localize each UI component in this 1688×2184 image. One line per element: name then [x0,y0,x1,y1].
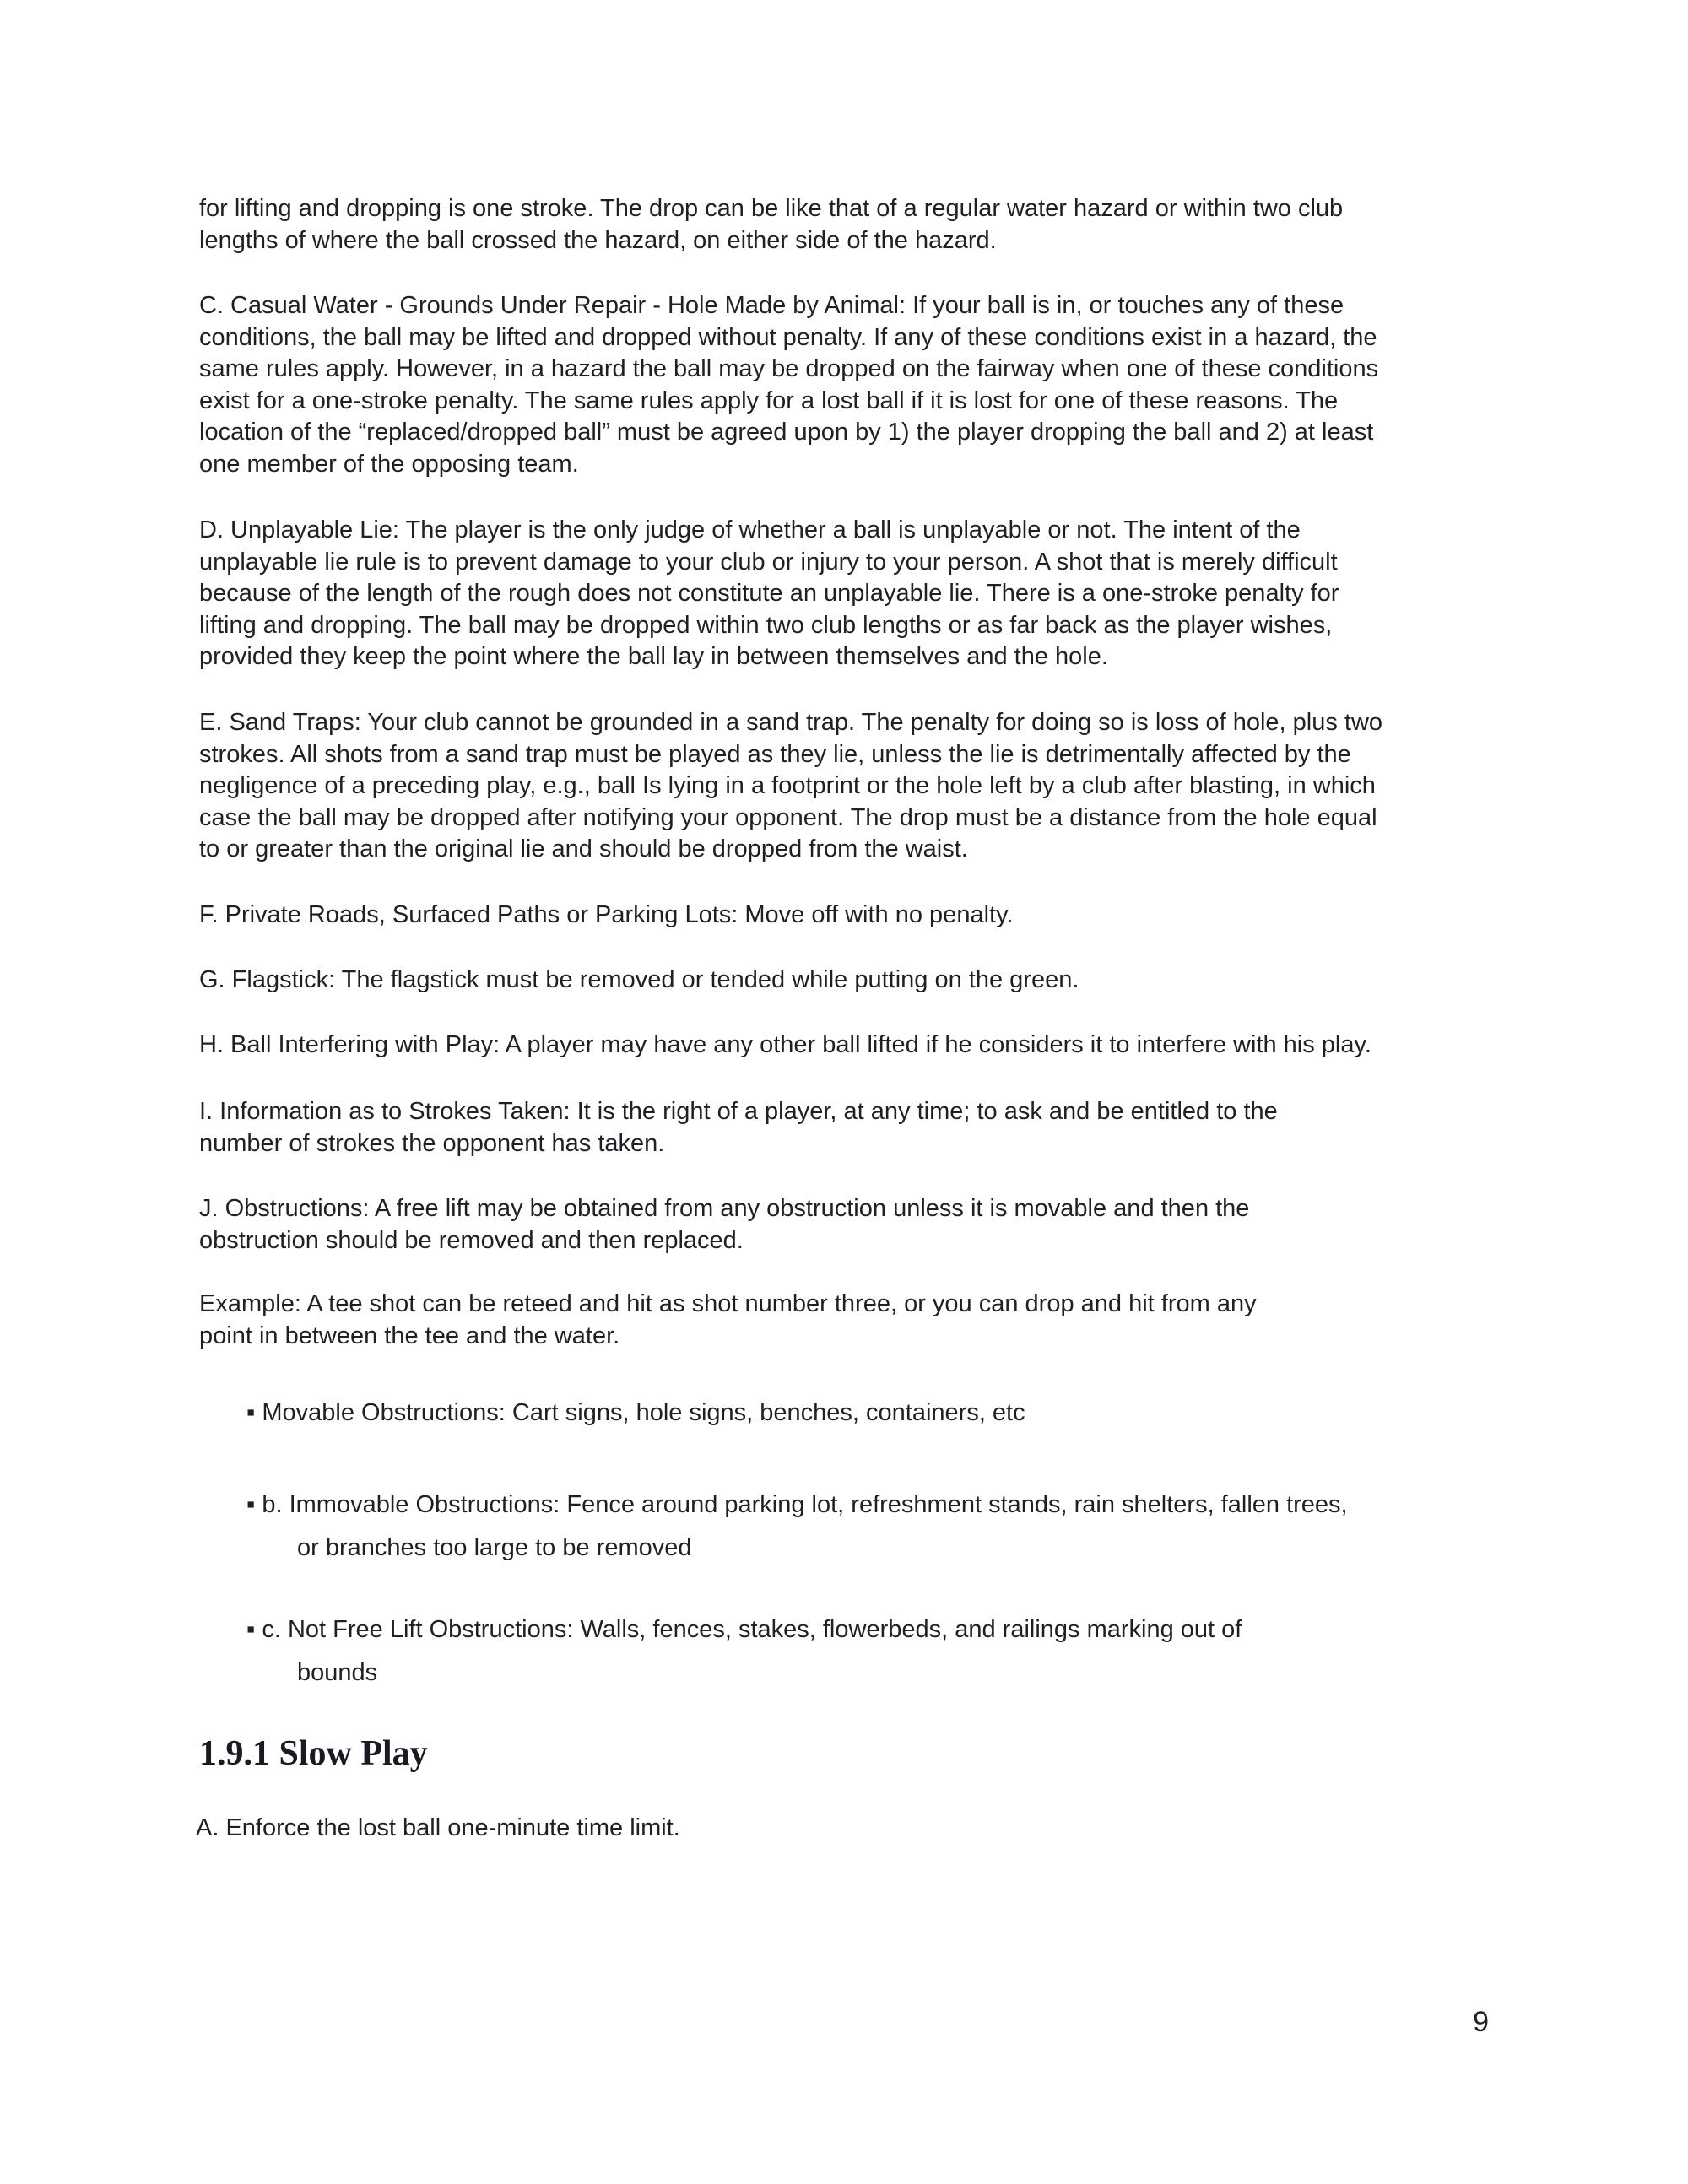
paragraph-obstructions: J. Obstructions: A free lift may be obtained from any obstruction unless it is movable and then the obstruction should be removed and then replaced. [199,1195,1250,1254]
section-heading-slow-play: 1.9.1 Slow Play [199,1734,428,1773]
paragraph-hazard-continuation: for lifting and dropping is one stroke. The drop can be like that of a regular water hazard or within two club lengths of where the ball crossed the hazard, on either side of the hazard. [199,195,1344,254]
paragraph-private-roads: F. Private Roads, Surfaced Paths or Parking Lots: Move off with no penalty. [199,901,1014,928]
bullet-text-continuation: or branches too large to be removed [297,1534,692,1561]
page-number: 9 [1473,2006,1489,2038]
bullet-text-continuation: bounds [297,1659,378,1686]
paragraph-casual-water: C. Casual Water - Grounds Under Repair - Hole Made by Animal: If your ball is in, or touches any of these conditions, the ball may be lifted and dropped without penalty. If any of these conditions exist in a hazard, the same rules apply. However, in a hazard the ball may be dropped on the fairway when one of these conditions exist for a one-stroke penalty. The same rules apply for a lost ball if it is lost for one of these reasons. The location of the “replaced/dropped ball” must be agreed upon by 1) the player dropping the ball and 2) at least one member of the opposing team. [199,292,1379,478]
bullet-movable-obstructions [246,1392,1462,1435]
paragraph-sand-traps: E. Sand Traps: Your club cannot be grounded in a sand trap. The penalty for doing so is loss of hole, plus two strokes. All shots from a sand trap must be played as they lie, unless the lie is detrimentally affected by the negligence of a preceding play, e.g., ball Is lying in a footprint or the hole left by a club after blasting, in which case the ball may be dropped after notifying your opponent. The drop must be a distance from the hole equal to or greater than the original lie and should be dropped from the waist. [199,709,1383,863]
paragraph-flagstick: G. Flagstick: The flagstick must be removed or tended while putting on the green. [199,966,1079,993]
bullet-text: ▪ c. Not Free Lift Obstructions: Walls, fences, stakes, flowerbeds, and railings marking out of [246,1616,1242,1643]
paragraph-strokes-taken: I. Information as to Strokes Taken: It is the right of a player, at any time; to ask and be entitled to the number of strokes the opponent has taken. [199,1098,1278,1157]
paragraph-ball-interfering: H. Ball Interfering with Play: A player may have any other ball lifted if he considers it to interfere with his play. [199,1031,1372,1058]
paragraph-example: Example: A tee shot can be reteed and hit as shot number three, or you can drop and hit from any point in between the tee and the water. [199,1290,1257,1349]
bullet-text: ▪ Movable Obstructions: Cart signs, hole signs, benches, containers, etc [246,1399,1025,1426]
bullet-not-free-lift-obstructions [246,1608,1462,1695]
bullet-immovable-obstructions [246,1484,1462,1570]
bullet-text: ▪ b. Immovable Obstructions: Fence around parking lot, refreshment stands, rain shelters, fallen trees, [246,1491,1348,1518]
paragraph-unplayable-lie: D. Unplayable Lie: The player is the only judge of whether a ball is unplayable or not. The intent of the unplayable lie rule is to prevent damage to your club or injury to your person. A shot that is merely difficult because of the length of the rough does not constitute an unplayable lie. There is a one-stroke penalty for lifting and dropping. The ball may be dropped within two club lengths or as far back as the player wishes, provided they keep the point where the ball lay in between themselves and the hole. [199,516,1339,671]
paragraph-slow-play-a: A. Enforce the lost ball one-minute time limit. [196,1814,680,1841]
